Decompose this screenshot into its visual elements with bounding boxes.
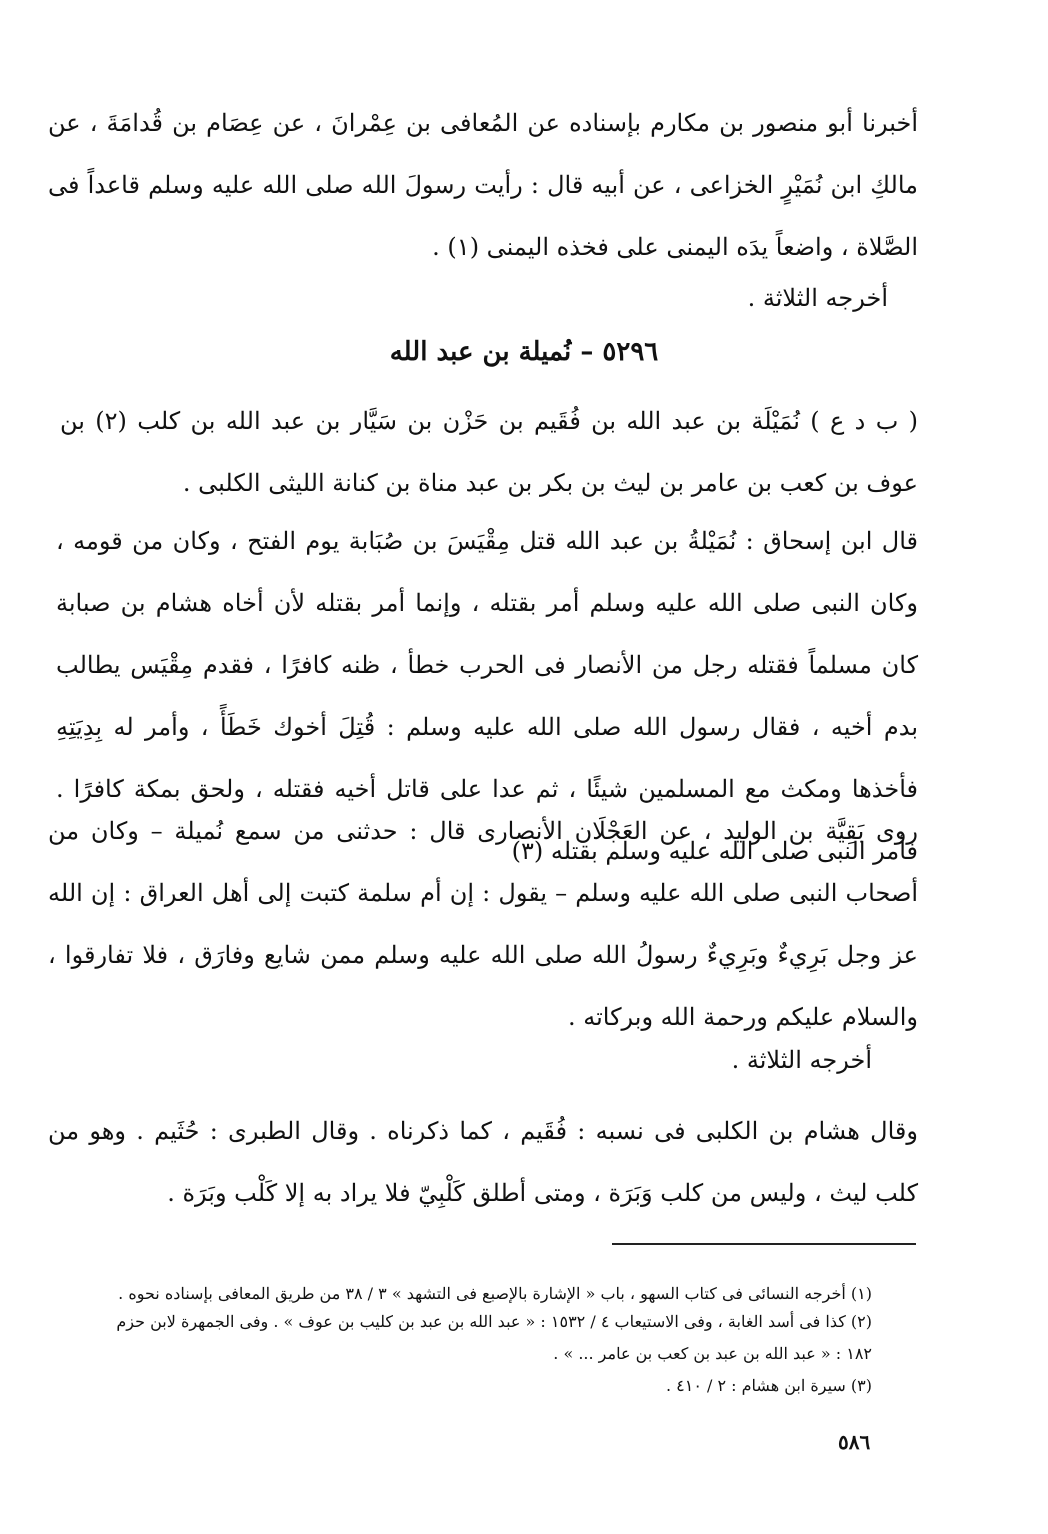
footnote-2-continued: ١٨٢ : « عبد الله بن عبد بن كعب بن عامر ... » . — [553, 1344, 872, 1363]
entry-heading: ٥٢٩٦ – نُميلة بن عبد الله — [389, 337, 659, 367]
paragraph-hadith-malik: أخبرنا أبو منصور بن مكارم بإسناده عن المُعافى بن عِمْرانَ ، عن عِصَام بن قُدامَةَ ، عن مالكِ ابن نُمَيْرٍ الخزاعى ، عن أبيه قال : رأيت رسولَ الله صلى الله عليه وسلم قاعداً فى الصَّلاة ، واضعاً يدَه اليمنى على فخذه اليمنى (١) . — [48, 109, 918, 261]
paragraph-ibn-ishaq: قال ابن إسحاق : نُمَيْلةُ بن عبد الله قتل مِقْيَسَ بن صُبَابة يوم الفتح ، وكان من قومه ، وكان النبى صلى الله عليه وسلم أمر بقتله ، وإنما أمر بقتله لأن أخاه هشام بن صبابة كان مسلماً فقتله رجل من الأنصار فى الحرب خطأ ، ظنه كافرًا ، فقدم مِقْيَس يطالب بدم أخيه ، فقال رسول الله صلى الله عليه وسلم : قُتِلَ أخوك خَطَأً ، وأمر له بِدِيَتِهِ فأخذها ومكث مع المسلمين شيئًا ، ثم عدا على قاتل أخيه فقتله ، ولحق بمكة كافرًا . فأمر النبى صلى الله عليه وسلم بقتله (٣) — [56, 527, 918, 865]
takhrij-line: أخرجه الثلاثة . — [747, 284, 888, 312]
footnote-divider — [612, 1243, 916, 1245]
page-number: ٥٨٦ — [838, 1430, 871, 1454]
paragraph-riwaya: روى بَقِيَّة بن الوليد ، عن العَجْلَان الأنصارى قال : حدثنى من سمع نُميلة – وكان من أصحاب النبى صلى الله عليه وسلم – يقول : إن أم سلمة كتبت إلى أهل العراق : إن الله عز وجل بَرِيءٌ وبَرِيءٌ رسولُ الله صلى الله عليه وسلم ممن شايع وفارَق ، فلا تفارقوا ، والسلام عليكم ورحمة الله وبركاته . — [48, 817, 918, 1031]
takhrij-line-2: أخرجه الثلاثة . — [731, 1046, 872, 1074]
paragraph-lineage: ( ب د ع ) نُمَيْلَة بن عبد الله بن فُقَيم بن حَزْن بن سَيَّار بن عبد الله بن كلب (٢) بن عوف بن كعب بن عامر بن ليث بن بكر بن عبد مناة بن كنانة الليثى الكلبى . — [60, 407, 918, 497]
footnote-3: (٣) سيرة ابن هشام : ٢ / ٤١٠ . — [665, 1376, 872, 1395]
paragraph-nasab: وقال هشام بن الكلبى فى نسبه : فُقَيم ، كما ذكرناه . وقال الطبرى : حُثَيم . وهو من كلب ليث ، وليس من كلب وَبَرَة ، ومتى أطلق كَلْبِيّ فلا يراد به إلا كَلْب وبَرَة . — [48, 1117, 918, 1207]
footnote-2: (٢) كذا فى أسد الغابة ، وفى الاستيعاب ٤ / ١٥٣٢ : « عبد الله بن عبد بن كليب بن عوف » . وفى الجمهرة لابن حزم — [116, 1312, 872, 1331]
footnote-1: (١) أخرجه النسائى فى كتاب السهو ، باب « الإشارة بالإصبع فى التشهد » ٣ / ٣٨ من طريق المعافى بإسناده نحوه . — [118, 1284, 872, 1303]
